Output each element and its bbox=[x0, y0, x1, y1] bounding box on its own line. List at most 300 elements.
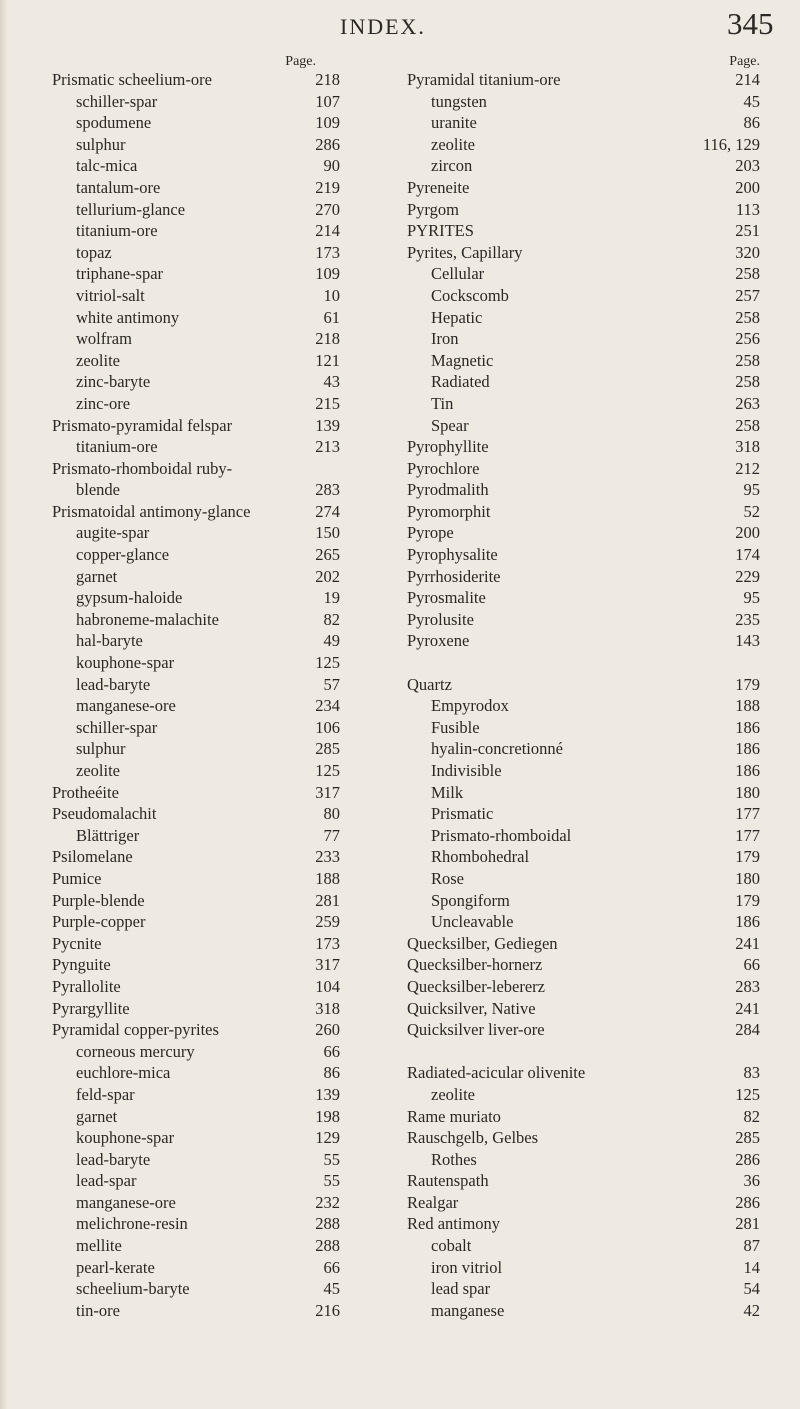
index-entry-term: Prismatic bbox=[431, 804, 494, 824]
index-entry-row bbox=[407, 242, 760, 264]
page-binding-edge bbox=[0, 0, 8, 1409]
index-entry-page: 109 bbox=[315, 264, 340, 284]
index-entry-term: Rauschgelb, Gelbes bbox=[407, 1128, 539, 1148]
index-entry-term: sulphur bbox=[76, 134, 126, 154]
index-entry-term: Spear bbox=[431, 415, 469, 435]
index-entry-page: 286 bbox=[315, 134, 340, 154]
index-entry-page: 80 bbox=[323, 804, 340, 824]
index-entry-page: 14 bbox=[743, 1257, 760, 1277]
index-entry-term: copper-glance bbox=[76, 545, 170, 565]
index-entry-row bbox=[407, 177, 760, 199]
index-entry-term: zinc-baryte bbox=[76, 372, 151, 392]
index-entry-page: 214 bbox=[735, 70, 760, 89]
index-entry-page: 129 bbox=[315, 1128, 340, 1148]
index-entry-page: 251 bbox=[735, 221, 760, 241]
index-entry-page: 139 bbox=[315, 1084, 340, 1104]
index-entry-page: 216 bbox=[315, 1300, 340, 1320]
index-entry-page: 281 bbox=[315, 890, 340, 910]
index-entry-page: 66 bbox=[743, 955, 760, 975]
index-entry-row bbox=[52, 69, 340, 91]
index-entry-row bbox=[52, 199, 340, 221]
index-entry-row bbox=[407, 220, 760, 242]
index-entry-term: Pyrrhosiderite bbox=[407, 566, 501, 586]
index-entry-term: Hepatic bbox=[431, 307, 483, 327]
index-entry-term: habroneme-malachite bbox=[76, 609, 219, 629]
index-entry-term: Psilomelane bbox=[52, 847, 133, 867]
index-entry-term: Prismatic scheelium-ore bbox=[52, 70, 212, 89]
index-entry-term: wolfram bbox=[76, 329, 132, 349]
index-entry-term: Quartz bbox=[407, 674, 452, 694]
index-entry-page: 234 bbox=[315, 696, 340, 716]
index-entry-page: 95 bbox=[743, 588, 760, 608]
index-entry-page: 173 bbox=[315, 242, 340, 262]
index-entry-page: 61 bbox=[323, 307, 340, 327]
index-entry-page: 219 bbox=[315, 177, 340, 197]
index-entry-row bbox=[407, 1106, 760, 1128]
index-entry-row bbox=[407, 199, 760, 221]
index-entry-row bbox=[52, 566, 340, 588]
index-entry-term: Pseudomalachit bbox=[52, 804, 157, 824]
index-entry-page: 143 bbox=[735, 631, 760, 651]
index-entry-row bbox=[407, 1213, 760, 1235]
index-entry-page: 281 bbox=[735, 1214, 760, 1234]
index-entry-row bbox=[407, 566, 760, 588]
index-entry-page: 320 bbox=[735, 242, 760, 262]
index-entry-row bbox=[52, 1192, 340, 1214]
index-entry-row bbox=[407, 479, 760, 501]
index-entry-term: Magnetic bbox=[431, 350, 494, 370]
index-entry-page: 258 bbox=[735, 372, 760, 392]
index-entry-term: Pynguite bbox=[52, 955, 111, 975]
index-entry-term: Quecksilber-hornerz bbox=[407, 955, 543, 975]
index-entry-term: Red antimony bbox=[407, 1214, 501, 1234]
index-entry-term: Pyrope bbox=[407, 523, 454, 543]
index-entry-term: zeolite bbox=[76, 761, 120, 780]
index-entry-row bbox=[407, 868, 760, 890]
index-entry-term: tungsten bbox=[431, 91, 487, 111]
index-entry-row bbox=[407, 587, 760, 609]
index-entry-row bbox=[407, 544, 760, 566]
index-entry-row bbox=[52, 976, 340, 998]
index-entry-term: gypsum-haloide bbox=[76, 588, 183, 608]
index-entry-term: kouphone-spar bbox=[76, 1128, 175, 1148]
index-entry-term: Spongiform bbox=[431, 890, 510, 910]
index-entry-row bbox=[407, 436, 760, 458]
index-entry-term: Rautenspath bbox=[407, 1171, 489, 1191]
index-entry-row bbox=[52, 1106, 340, 1128]
index-entry-row bbox=[407, 1062, 760, 1084]
index-entry-page: 286 bbox=[735, 1149, 760, 1169]
index-entry-row bbox=[52, 1149, 340, 1171]
index-entry-row bbox=[407, 155, 760, 177]
index-entry-page: 284 bbox=[735, 1020, 760, 1040]
index-entry-row bbox=[407, 609, 760, 631]
index-entry-page: 45 bbox=[743, 91, 760, 111]
index-entry-term: hal-baryte bbox=[76, 631, 143, 651]
index-entry-row bbox=[52, 307, 340, 329]
index-entry-row bbox=[407, 1127, 760, 1149]
index-entry-page: 87 bbox=[743, 1236, 760, 1256]
index-entry-row bbox=[52, 1041, 340, 1063]
index-entry-row bbox=[407, 976, 760, 998]
index-entry-term: hyalin-concretionné bbox=[431, 739, 563, 759]
index-entry-row bbox=[407, 1235, 760, 1257]
index-entry-page: 260 bbox=[315, 1020, 340, 1040]
index-entry-row bbox=[407, 911, 760, 933]
index-entry-page: 177 bbox=[735, 804, 760, 824]
index-entry-row bbox=[52, 1062, 340, 1084]
index-entry-row bbox=[52, 436, 340, 458]
index-entry-row bbox=[52, 393, 340, 415]
index-entry-term: Radiated-acicular olivenite bbox=[407, 1063, 586, 1083]
index-entry-row bbox=[407, 760, 760, 782]
index-entry-page: 263 bbox=[735, 393, 760, 413]
index-entry-row bbox=[407, 263, 760, 285]
index-entry-row bbox=[52, 1019, 340, 1041]
index-entry-term: kouphone-spar bbox=[76, 653, 175, 673]
index-entry-row bbox=[407, 717, 760, 739]
index-entry-page: 177 bbox=[735, 825, 760, 845]
index-entry-row bbox=[407, 695, 760, 717]
index-entry-term: PYRITES bbox=[407, 221, 474, 241]
index-entry-row bbox=[52, 825, 340, 847]
index-entry-term: Pyrargyllite bbox=[52, 998, 130, 1018]
index-entry-page: 55 bbox=[323, 1149, 340, 1169]
index-entry-row bbox=[407, 803, 760, 825]
index-entry-row bbox=[407, 998, 760, 1020]
index-entry-row bbox=[52, 134, 340, 156]
index-entry-page: 104 bbox=[315, 976, 340, 996]
index-entry-term: Iron bbox=[431, 329, 459, 349]
index-entry-row bbox=[52, 674, 340, 696]
index-entry-page: 109 bbox=[315, 113, 340, 133]
index-entry-term: topaz bbox=[76, 242, 112, 262]
index-entry-term: Pyrophysalite bbox=[407, 545, 498, 565]
index-entry-row bbox=[407, 328, 760, 350]
index-entry-term: garnet bbox=[76, 1106, 118, 1126]
index-entry-row bbox=[52, 911, 340, 933]
index-entry-page: 52 bbox=[743, 501, 760, 521]
index-entry-page: 179 bbox=[735, 847, 760, 867]
index-entry-row bbox=[52, 652, 340, 674]
index-entry-term: Pyrallolite bbox=[52, 976, 121, 996]
index-entry-term: zircon bbox=[431, 156, 473, 176]
index-entry-term: spodumene bbox=[76, 113, 152, 133]
index-entry-row bbox=[407, 1041, 760, 1063]
index-entry-page: 82 bbox=[323, 609, 340, 629]
index-entry-term: Cellular bbox=[431, 264, 485, 284]
index-entry-term: tin-ore bbox=[76, 1300, 120, 1320]
index-entry-term: euchlore-mica bbox=[76, 1063, 171, 1083]
index-entry-row bbox=[407, 393, 760, 415]
index-entry-row bbox=[407, 350, 760, 372]
index-entry-page: 90 bbox=[323, 156, 340, 176]
index-entry-page: 218 bbox=[315, 70, 340, 89]
index-entry-page: 188 bbox=[315, 868, 340, 888]
index-entry-term: Rose bbox=[431, 868, 464, 888]
index-entry-term: manganese bbox=[431, 1300, 505, 1320]
index-entry-term: mellite bbox=[76, 1236, 122, 1256]
index-entry-page: 241 bbox=[735, 933, 760, 953]
index-entry-row bbox=[407, 933, 760, 955]
index-entry-row bbox=[407, 782, 760, 804]
index-entry-row bbox=[52, 846, 340, 868]
index-entry-row bbox=[52, 1170, 340, 1192]
index-entry-row bbox=[52, 350, 340, 372]
index-entry-term: Pyreneite bbox=[407, 177, 470, 197]
index-entry-page: 188 bbox=[735, 696, 760, 716]
index-entry-term: Prismatoidal antimony-glance bbox=[52, 501, 251, 521]
index-entry-page: 265 bbox=[315, 545, 340, 565]
index-entry-row bbox=[52, 1127, 340, 1149]
index-entry-term: Pyramidal copper-pyrites bbox=[52, 1020, 219, 1040]
index-entry-page: 214 bbox=[315, 221, 340, 241]
index-entry-term: tantalum-ore bbox=[76, 177, 161, 197]
index-entry-row bbox=[407, 501, 760, 523]
index-entry-term: Prismato-rhomboidal ruby- bbox=[52, 458, 233, 478]
index-entry-row bbox=[52, 1084, 340, 1106]
index-entry-page: 186 bbox=[735, 761, 760, 780]
index-entry-page: 55 bbox=[323, 1171, 340, 1191]
index-entry-page: 317 bbox=[315, 782, 340, 802]
index-entry-page: 49 bbox=[323, 631, 340, 651]
index-entry-page: 212 bbox=[735, 458, 760, 478]
index-entry-term: titanium-ore bbox=[76, 221, 158, 241]
index-entry-term: Rhombohedral bbox=[431, 847, 530, 867]
index-entry-page: 125 bbox=[315, 761, 340, 780]
index-entry-term: Pyroxene bbox=[407, 631, 470, 651]
index-entry-term: Protheéite bbox=[52, 782, 119, 802]
index-entry-page: 241 bbox=[735, 998, 760, 1018]
index-entry-row bbox=[407, 1084, 760, 1106]
index-entry-term: cobalt bbox=[431, 1236, 472, 1256]
index-entry-term: uranite bbox=[431, 113, 477, 133]
index-entry-term: augite-spar bbox=[76, 523, 150, 543]
index-entry-row bbox=[52, 1235, 340, 1257]
index-entry-term: Quecksilber-lebererz bbox=[407, 976, 546, 996]
index-entry-term: Pyrochlore bbox=[407, 458, 480, 478]
index-entry-term: Radiated bbox=[431, 372, 490, 392]
index-entry-row bbox=[52, 1278, 340, 1300]
index-entry-term: Tin bbox=[431, 393, 454, 413]
index-entry-row bbox=[52, 112, 340, 134]
index-entry-term: triphane-spar bbox=[76, 264, 164, 284]
index-entry-row bbox=[407, 954, 760, 976]
index-entry-term: zeolite bbox=[431, 1084, 475, 1104]
index-entry-row bbox=[407, 890, 760, 912]
page-column-label: Page. bbox=[285, 54, 316, 69]
index-entry-row bbox=[52, 587, 340, 609]
index-entry-page: 186 bbox=[735, 739, 760, 759]
index-entry-page: 125 bbox=[735, 1084, 760, 1104]
index-entry-term: Pyramidal titanium-ore bbox=[407, 70, 561, 89]
index-entry-page: 203 bbox=[735, 156, 760, 176]
index-entry-term: garnet bbox=[76, 566, 118, 586]
index-entry-row bbox=[52, 868, 340, 890]
index-entry-row bbox=[407, 69, 760, 91]
index-entry-row bbox=[52, 371, 340, 393]
index-entry-row bbox=[407, 652, 760, 674]
index-entry-page: 54 bbox=[743, 1279, 760, 1299]
index-entry-term: manganese-ore bbox=[76, 696, 176, 716]
index-entry-term: Purple-copper bbox=[52, 912, 146, 932]
index-entry-page: 215 bbox=[315, 393, 340, 413]
index-entry-row bbox=[52, 1257, 340, 1279]
index-entry-term: lead spar bbox=[431, 1279, 491, 1299]
index-entry-term: melichrone-resin bbox=[76, 1214, 188, 1234]
index-entry-page: 83 bbox=[743, 1063, 760, 1083]
index-entry-row bbox=[52, 890, 340, 912]
index-entry-row bbox=[52, 760, 340, 782]
index-entry-term: Pycnite bbox=[52, 933, 102, 953]
index-entry-term: Prismato-pyramidal felspar bbox=[52, 415, 233, 435]
index-entry-page: 95 bbox=[743, 480, 760, 500]
index-entry-row bbox=[52, 933, 340, 955]
index-entry-term: Fusible bbox=[431, 717, 480, 737]
index-entry-row bbox=[52, 609, 340, 631]
index-entry-page: 19 bbox=[323, 588, 340, 608]
index-entry-term: lead-baryte bbox=[76, 674, 151, 694]
index-entry-page: 86 bbox=[323, 1063, 340, 1083]
index-entry-row bbox=[407, 307, 760, 329]
index-entry-term: titanium-ore bbox=[76, 437, 158, 457]
index-entry-term: Cockscomb bbox=[431, 285, 509, 305]
index-entry-row bbox=[52, 695, 340, 717]
index-entry-term: blende bbox=[76, 480, 120, 500]
index-entry-row bbox=[407, 1300, 760, 1322]
index-entry-row bbox=[407, 738, 760, 760]
index-entry-term: Prismato-rhomboidal bbox=[431, 825, 572, 845]
index-entry-term: manganese-ore bbox=[76, 1192, 176, 1212]
index-entry-page: 139 bbox=[315, 415, 340, 435]
index-entry-row bbox=[407, 522, 760, 544]
index-entry-row bbox=[52, 522, 340, 544]
index-entry-page: 150 bbox=[315, 523, 340, 543]
index-entry-row bbox=[407, 1278, 760, 1300]
index-entry-row bbox=[52, 1213, 340, 1235]
index-entry-row bbox=[52, 242, 340, 264]
index-entry-page: 288 bbox=[315, 1214, 340, 1234]
index-entry-row bbox=[407, 91, 760, 113]
index-entry-page: 229 bbox=[735, 566, 760, 586]
index-entry-row bbox=[52, 501, 340, 523]
index-entry-page: 179 bbox=[735, 674, 760, 694]
index-entry-page: 200 bbox=[735, 177, 760, 197]
index-entry-row bbox=[52, 155, 340, 177]
index-entry-row bbox=[407, 112, 760, 134]
index-entry-page: 198 bbox=[315, 1106, 340, 1126]
index-entry-page: 202 bbox=[315, 566, 340, 586]
index-entry-term: talc-mica bbox=[76, 156, 138, 176]
index-column-right bbox=[407, 55, 760, 1321]
index-entry-page: 283 bbox=[315, 480, 340, 500]
index-entry-row bbox=[52, 717, 340, 739]
index-entry-row bbox=[52, 415, 340, 437]
index-entry-term: Blättriger bbox=[76, 825, 140, 845]
index-entry-page: 235 bbox=[735, 609, 760, 629]
index-entry-term: Rothes bbox=[431, 1149, 477, 1169]
index-entry-row bbox=[52, 177, 340, 199]
index-entry-row bbox=[52, 328, 340, 350]
index-entry-page: 82 bbox=[743, 1106, 760, 1126]
index-entry-page: 200 bbox=[735, 523, 760, 543]
index-entry-row bbox=[407, 1192, 760, 1214]
index-entry-page: 180 bbox=[735, 782, 760, 802]
index-entry-page: 57 bbox=[323, 674, 340, 694]
index-entry-row bbox=[407, 458, 760, 480]
index-entry-page: 66 bbox=[323, 1257, 340, 1277]
index-entry-term: Indivisible bbox=[431, 761, 502, 780]
index-entry-page: 36 bbox=[743, 1171, 760, 1191]
index-entry-row bbox=[52, 263, 340, 285]
index-entry-row bbox=[52, 954, 340, 976]
index-entry-row bbox=[52, 998, 340, 1020]
index-entry-term: Purple-blende bbox=[52, 890, 145, 910]
index-entry-page: 10 bbox=[323, 285, 340, 305]
index-entry-row bbox=[52, 782, 340, 804]
index-entry-page: 77 bbox=[323, 825, 340, 845]
index-entry-row bbox=[407, 415, 760, 437]
index-entry-page: 121 bbox=[315, 350, 340, 370]
index-entry-page: 259 bbox=[315, 912, 340, 932]
page-column-label: Page. bbox=[729, 54, 760, 69]
index-entry-term: Quicksilver liver-ore bbox=[407, 1020, 545, 1040]
index-entry-page: 107 bbox=[315, 91, 340, 111]
index-entry-row bbox=[52, 544, 340, 566]
index-entry-term: Milk bbox=[431, 782, 464, 802]
index-entry-term: tellurium-glance bbox=[76, 199, 186, 219]
index-entry-row bbox=[52, 458, 340, 480]
index-entry-term: Pyrosmalite bbox=[407, 588, 486, 608]
index-entry-page: 113 bbox=[735, 199, 760, 219]
running-head: INDEX. bbox=[340, 14, 426, 39]
index-entry-page: 257 bbox=[735, 285, 760, 305]
index-entry-page: 256 bbox=[735, 329, 760, 349]
page-number: 345 bbox=[727, 6, 774, 41]
index-entry-page: 42 bbox=[743, 1300, 760, 1320]
index-entry-term: Pyrodmalith bbox=[407, 480, 489, 500]
index-entry-page: 258 bbox=[735, 264, 760, 284]
index-entry-page: 270 bbox=[315, 199, 340, 219]
index-entry-row bbox=[52, 1300, 340, 1322]
index-entry-term: lead-baryte bbox=[76, 1149, 151, 1169]
index-entry-page: 186 bbox=[735, 912, 760, 932]
index-entry-term: scheelium-baryte bbox=[76, 1279, 190, 1299]
index-entry-term: Quecksilber, Gediegen bbox=[407, 933, 558, 953]
index-entry-page: 174 bbox=[735, 545, 760, 565]
index-entry-term: zeolite bbox=[76, 350, 120, 370]
index-entry-row bbox=[52, 738, 340, 760]
index-entry-term: Pumice bbox=[52, 868, 102, 888]
index-entry-page: 258 bbox=[735, 307, 760, 327]
index-entry-term: corneous mercury bbox=[76, 1041, 195, 1061]
index-entry-page: 318 bbox=[735, 437, 760, 457]
index-entry-term: Quicksilver, Native bbox=[407, 998, 536, 1018]
index-entry-row bbox=[52, 285, 340, 307]
index-entry-term: iron vitriol bbox=[431, 1257, 503, 1277]
index-entry-page: 285 bbox=[315, 739, 340, 759]
index-entry-page: 283 bbox=[735, 976, 760, 996]
index-entry-page: 285 bbox=[735, 1128, 760, 1148]
index-entry-page: 173 bbox=[315, 933, 340, 953]
index-entry-row bbox=[407, 285, 760, 307]
index-entry-row bbox=[52, 220, 340, 242]
index-entry-page: 116, 129 bbox=[702, 134, 760, 154]
index-entry-page: 232 bbox=[315, 1192, 340, 1212]
index-entry-row bbox=[407, 630, 760, 652]
index-entry-term: pearl-kerate bbox=[76, 1257, 155, 1277]
index-entry-term: Pyrgom bbox=[407, 199, 459, 219]
